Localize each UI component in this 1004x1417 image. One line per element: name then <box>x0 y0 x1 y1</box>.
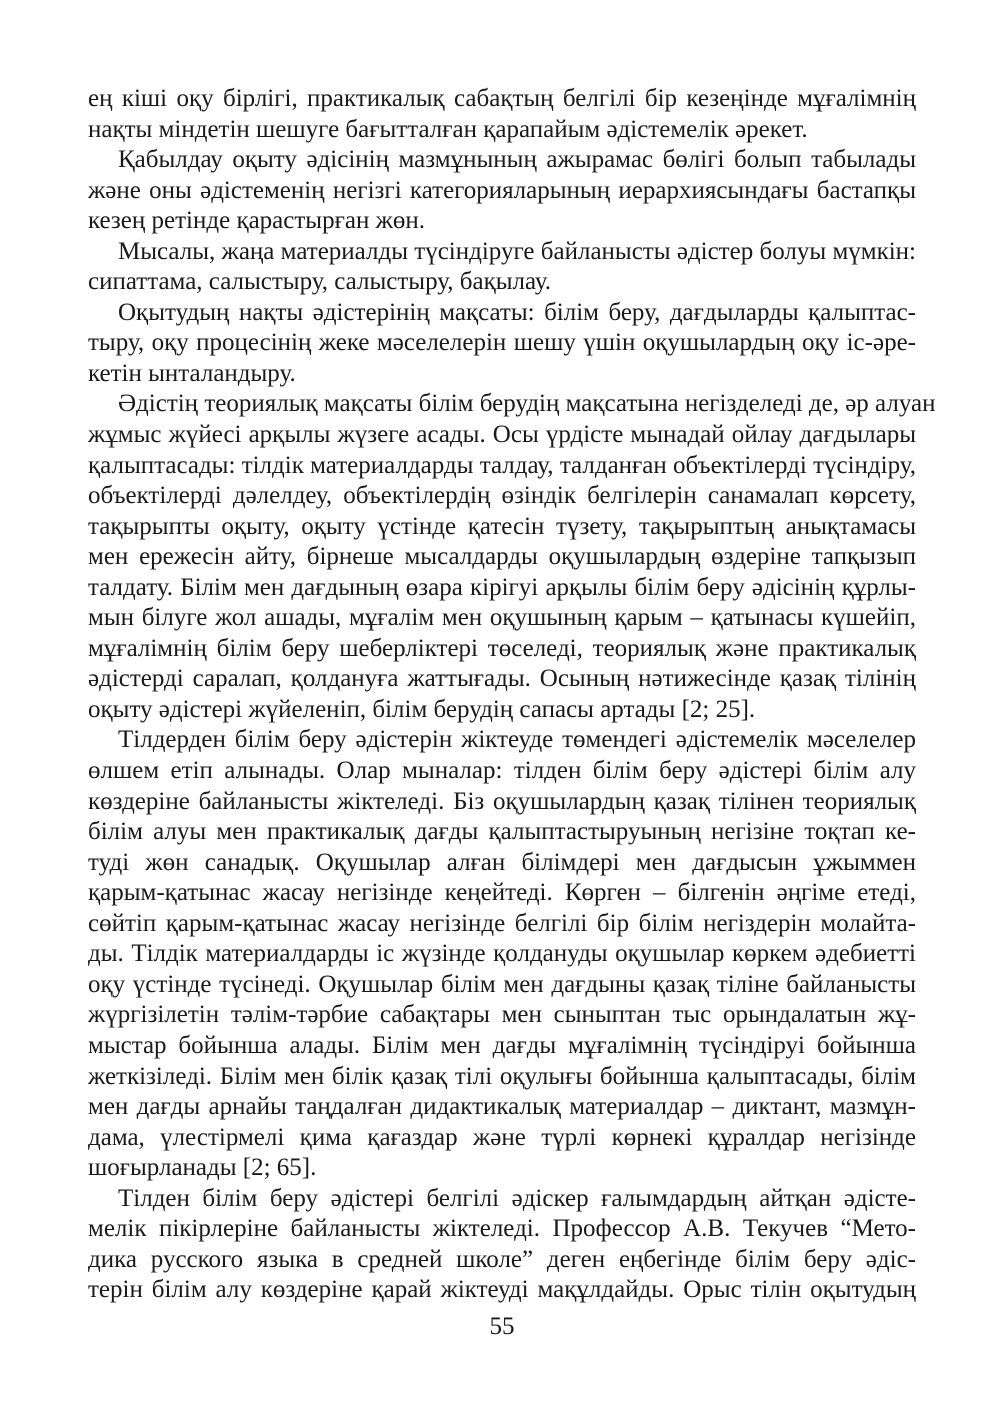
text-line: мен дағды арнайы таңдалған дидактикалық материалдар – диктант, мазмұн- <box>88 1093 916 1121</box>
text-line: кетін ынталандыру. <box>88 359 296 387</box>
text-line: оқыту әдістері жүйеленіп, білім берудің сапасы артады [2; 25]. <box>88 695 756 723</box>
text-line: дама, үлестірмелі қима қағаздар және түрлі көрнекі құралдар негізінде <box>88 1123 916 1151</box>
text-line: әдістерді саралап, қолдануға жаттығады. Осының нәтижесінде қазақ тілінің <box>88 665 916 693</box>
text-line: мелік пікірлеріне байланысты жіктеледі. Профессор А.В. Текучев “Мето- <box>88 1215 916 1243</box>
paragraph <box>88 145 916 237</box>
text-line: талдату. Білім мен дағдының өзара кірігуі арқылы білім беру әдісінің құрлы- <box>88 573 916 601</box>
text-line: Оқытудың нақты әдістерінің мақсаты: білім беру, дағдыларды қалыптас- <box>118 298 916 326</box>
text-line: жеткізіледі. Білім мен білік қазақ тілі оқулығы бойынша қалыптасады, білім <box>88 1062 916 1090</box>
text-line: шоғырланады [2; 65]. <box>88 1154 317 1182</box>
text-line: тақырыпты оқыту, оқыту үстінде қатесін түзету, тақырыптың анықтамасы <box>88 512 916 540</box>
text-line: мұғалімнің білім беру шеберліктері төселеді, теориялық және практикалық <box>88 634 916 662</box>
paragraph <box>88 84 916 145</box>
paragraph <box>88 1184 916 1306</box>
text-line: нақты міндетін шешуге бағытталған қарапайым әдістемелік әрекет. <box>88 115 808 143</box>
page-body <box>88 84 936 1306</box>
text-line: дика русского языка в средней школе” деген еңбегінде білім беру әдіс- <box>88 1245 916 1273</box>
text-line: және оны әдістеменің негізгі категорияларының иерархиясындағы бастапқы <box>88 176 916 204</box>
text-line: Мысалы, жаңа материалды түсіндіруге байланысты әдістер болуы мүмкін: <box>118 237 916 265</box>
text-line: Тілдерден білім беру әдістерін жіктеуде төмендегі әдістемелік мәселелер <box>118 726 916 754</box>
text-line: жұмыс жүйесі арқылы жүзеге асады. Осы үрдісте мынадай ойлау дағдылары <box>88 421 916 449</box>
text-line: объектілерді дәлелдеу, объектілердің өзіндік белгілерін санамалап көрсету, <box>88 482 916 510</box>
text-line: оқу үстінде түсінеді. Оқушылар білім мен дағдыны қазақ тіліне байланысты <box>88 970 916 998</box>
text-line: тыру, оқу процесінің жеке мәселелерін шешу үшін оқушылардың оқу іс-әре- <box>88 329 916 357</box>
text-line: ды. Тілдік материалдарды іс жүзінде қолдануды оқушылар көркем әдебиетті <box>88 940 916 968</box>
text-line: Әдістің теориялық мақсаты білім берудің мақсатына негізделеді де, әр алуан <box>118 390 936 418</box>
text-line: өлшем етіп алынады. Олар мыналар: тілден білім беру әдістері білім алу <box>88 757 916 785</box>
paragraph <box>88 237 916 298</box>
text-line: сипаттама, салыстыру, салыстыру, бақылау. <box>88 268 552 296</box>
text-line: жүргізілетін тәлім-тәрбие сабақтары мен сыныптан тыс орындалатын жұ- <box>88 1001 916 1029</box>
text-line: мен ережесін айту, бірнеше мысалдарды оқушылардың өздеріне тапқызып <box>88 543 916 571</box>
text-line: Тілден білім беру әдістері белгілі әдіскер ғалымдардың айтқан әдісте- <box>118 1184 916 1212</box>
text-line: қалыптасады: тілдік материалдарды талдау, талданған объектілерді түсіндіру, <box>88 451 916 479</box>
text-line: көздеріне байланысты жіктеледі. Біз оқушылардың қазақ тілінен теориялық <box>88 787 916 815</box>
text-line: Қабылдау оқыту әдісінің мазмұнының ажырамас бөлігі болып табылады <box>118 146 916 174</box>
paragraph <box>88 389 936 725</box>
paragraph <box>88 725 916 1183</box>
page-number: 55 <box>489 1313 515 1340</box>
text-line: қарым-қатынас жасау негізінде кеңейтеді. Көрген – білгенін әңгіме етеді, <box>88 879 916 907</box>
text-line: мыстар бойынша алады. Білім мен дағды мұғалімнің түсіндіруі бойынша <box>88 1031 916 1059</box>
paragraph <box>88 298 916 390</box>
text-line: білім алуы мен практикалық дағды қалыптастыруының негізіне тоқтап ке- <box>88 818 916 846</box>
text-line: мын білуге жол ашады, мұғалім мен оқушының қарым – қатынасы күшейіп, <box>88 604 916 632</box>
text-line: терін білім алу көздеріне қарай жіктеуді мақұлдайды. Орыс тілін оқытудың <box>88 1276 916 1304</box>
text-line: ең кіші оқу бірлігі, практикалық сабақтың белгілі бір кезеңінде мұғалімнің <box>88 85 916 112</box>
text-line: туді жөн санадық. Оқушылар алған білімдері мен дағдысын ұжыммен <box>88 848 916 876</box>
text-line: сөйтіп қарым-қатынас жасау негізінде белгілі бір білім негіздерін молайта- <box>88 909 916 937</box>
text-line: кезең ретінде қарастырған жөн. <box>88 207 425 235</box>
